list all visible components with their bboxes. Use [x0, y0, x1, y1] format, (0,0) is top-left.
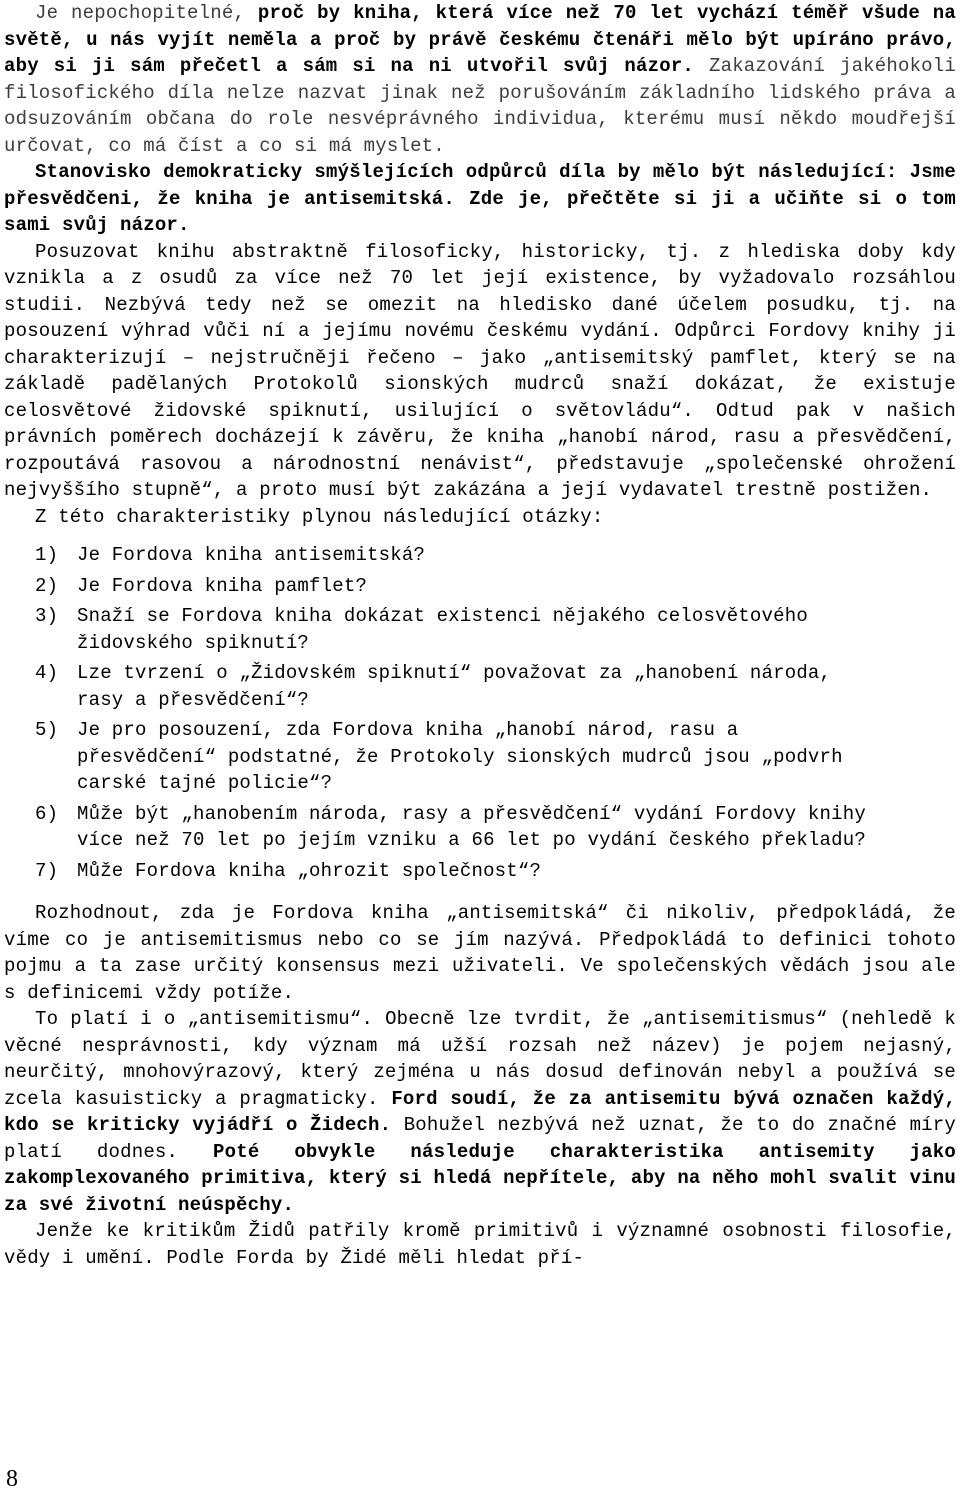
list-item-text: Snaží se Fordova kniha dokázat existenci nějakého celosvětového židovského spiknutí?: [77, 605, 808, 654]
list-item: [4, 660, 956, 713]
list-item-number: 4): [35, 662, 59, 684]
paragraph-4: [4, 504, 956, 531]
p5-text-1: Rozhodnout, zda je Fordova kniha „antisemitská“ či nikoliv, předpokládá, že víme co je antisemitismus nebo co se jím nazývá. Předpokládá to definici tohoto pojmu a ta zase určitý konsensus mezi uživateli. Ve společenských vědách jsou ale s definicemi vždy potíže.: [4, 902, 956, 1004]
document-page: [4, 0, 956, 1271]
paragraph-3: [4, 239, 956, 504]
list-item: [4, 801, 956, 854]
list-item: [4, 858, 956, 885]
paragraph-2: [4, 159, 956, 239]
list-item: [4, 717, 956, 797]
paragraph-7: [4, 1218, 956, 1271]
p6-text-1: To platí i o „antisemitismu“. Obecně lze tvrdit, že „antisemitismus“ (nehledě k věcné nesprávnosti, kdy význam má užší rozsah než název) je pojem nejasný, neurčitý, mnohovýrazový, který zejména u nás dosud definován nebyl a používá se zcela kasuisticky a pragmaticky.: [4, 1008, 956, 1110]
list-item-number: 3): [35, 605, 59, 627]
p6-text-2: Bohužel nezbývá než uznat, že to do značné míry platí dodnes.: [4, 1114, 956, 1163]
p2-bold-1: Stanovisko demokraticky smýšlejících odpůrců díla by mělo být následující: Jsme přesvědčeni, že kniha je antisemitská. Zde je, přečtěte si ji a učiňte si o tom sami svůj názor.: [4, 161, 956, 236]
p1-text-1: Je nepochopitelné,: [35, 2, 258, 24]
list-item-text: Je pro posouzení, zda Fordova kniha „hanobí národ, rasu a přesvědčení“ podstatné, že Protokoly sionských mudrců jsou „podvrh carské tajné policie“?: [77, 719, 843, 794]
list-item-number: 1): [35, 544, 59, 566]
list-item-number: 5): [35, 719, 59, 741]
list-item: [4, 603, 956, 656]
list-item-number: 7): [35, 859, 59, 882]
list-item-number: 6): [35, 802, 59, 825]
questions-list: [4, 542, 956, 884]
page-number: 8: [6, 1466, 18, 1492]
paragraph-1: [4, 0, 956, 159]
p3-text-1: Posuzovat knihu abstraktně filosoficky, historicky, tj. z hlediska doby kdy vznikla a z osudů za více než 70 let její existence, by vyžadovalo rozsáhlou studii. Nezbývá tedy než se omezit na hledisko dané účelem posudku, tj. na posouzení výhrad vůči ní a jejímu novému českému vydání. Odpůrci Fordovy knihy ji charakterizují – nejstručněji řečeno – jako „antisemitský pamflet, který se na základě padělaných Protokolů sionských mudrců snaží dokázat, že existuje celosvětové židovské spiknutí, usilující o světovládu“. Odtud pak v našich právních poměrech docházejí k závěru, že kniha „hanobí národ, rasu a přesvědčení, rozpoutává rasovou a národnostní nenávist“, představuje „společenské ohrožení nejvyššího stupně“, a proto musí být zakázána a její vydavatel trestně postižen.: [4, 240, 956, 501]
paragraph-6: [4, 1006, 956, 1218]
paragraph-5: [4, 900, 956, 1006]
list-item-text: Může být „hanobením národa, rasy a přesvědčení“ vydání Fordovy knihy více než 70 let po jejím vzniku a 66 let po vydání českého překladu?: [77, 802, 866, 851]
list-item-text: Může Fordova kniha „ohrozit společnost“?: [77, 859, 542, 882]
list-item: [4, 573, 956, 600]
list-item-text: Je Fordova kniha antisemitská?: [77, 544, 426, 566]
p4-text-1: Z této charakteristiky plynou následující otázky:: [35, 505, 604, 528]
list-item: [4, 542, 956, 569]
p6-bold-1: Ford soudí, že za antisemitu bývá označen každý, kdo se kriticky vyjádří o Židech.: [4, 1087, 956, 1136]
p7-text-1: Jenže ke kritikům Židů patřily kromě primitivů i významné osobnosti filosofie, vědy i umění. Podle Forda by Židé měli hledat pří-: [4, 1220, 956, 1269]
p1-bold-1: proč by kniha, která více než 70 let vychází téměř všude na světě, u nás vyjít neměla a proč by právě českému čtenáři mělo být upíráno právo, aby si ji sám přečetl a sám si na ni utvořil svůj názor.: [4, 2, 956, 77]
list-item-text: Lze tvrzení o „Židovském spiknutí“ považovat za „hanobení národa, rasy a přesvědčení“?: [77, 662, 832, 711]
p1-text-2: Zakazování jakéhokoli filosofického díla nelze nazvat jinak než porušováním základního lidského práva a odsuzováním občana do role nesvéprávného individua, kterému musí někdo moudřejší určovat, co má číst a co si má myslet.: [4, 55, 956, 157]
list-item-text: Je Fordova kniha pamflet?: [77, 574, 368, 597]
p6-bold-2: Poté obvykle následuje charakteristika antisemity jako zakomplexovaného primitiva, který si hledá nepřítele, aby na něho mohl svalit vinu za své životní neúspěchy.: [4, 1140, 956, 1216]
list-item-number: 2): [35, 574, 59, 597]
